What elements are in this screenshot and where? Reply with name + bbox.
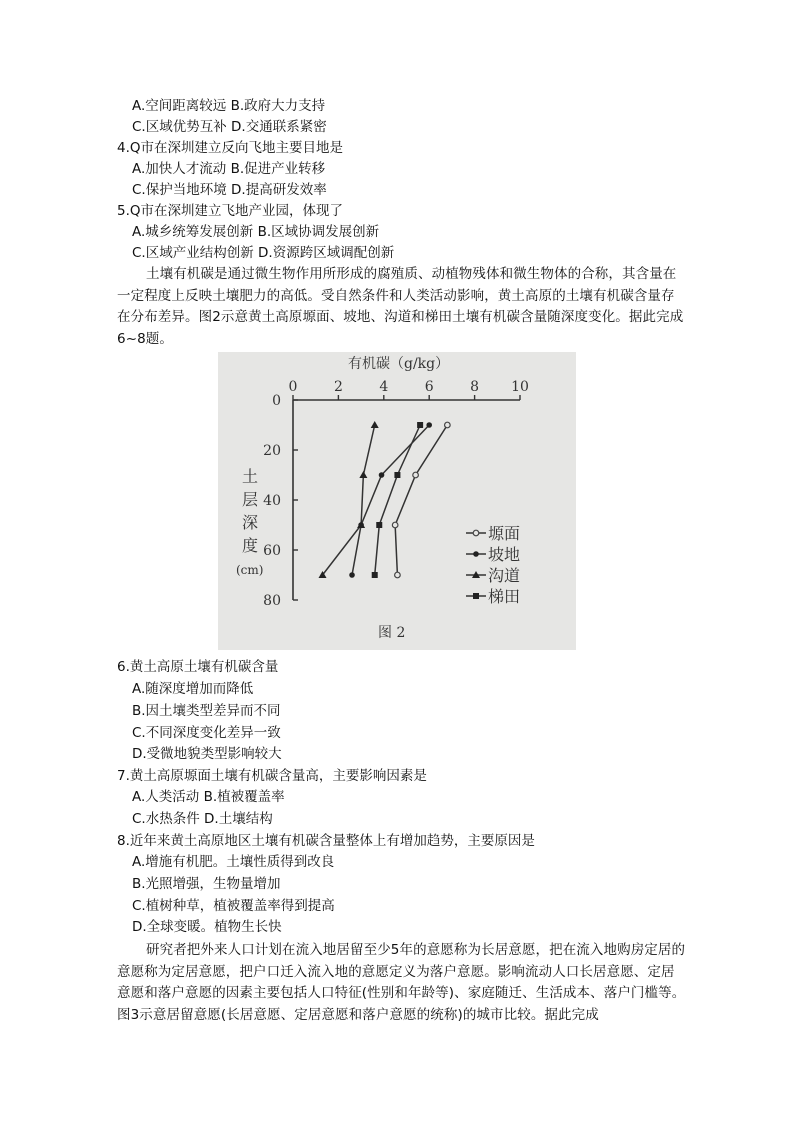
series-line [323, 425, 375, 575]
marker-open-circle [395, 572, 401, 578]
q6-option-d: D.受微地貌类型影响较大 [132, 746, 282, 762]
intro-paragraph-residence-intention: 研究者把外来人口计划在流入地居留至少5年的意愿称为长居意愿，把在流入地购房定居的意愿称为定居意愿，把户口迁入流入地的意愿定义为落户意愿。影响流动人口长居意愿、定居意愿和落户意愿的因素主要包括人口特征(性别和年龄等)、家庭随迁、生活成本、落户门槛等。图3示意居留意愿(长居意愿、定居意愿和落户意愿的统称)的城市比较。据此完成 [117, 942, 686, 1023]
legend-item [466, 545, 520, 564]
y-tick-label: 60 [263, 543, 281, 559]
x-tick-label: 8 [470, 379, 480, 395]
q7-stem: 7.黄土高原塬面土壤有机碳含量高，主要影响因素是 [117, 768, 427, 784]
q6-option-a: A.随深度增加而降低 [132, 681, 254, 697]
y-axis-label: 土 [242, 467, 259, 486]
legend-label: 梯田 [488, 587, 521, 606]
marker-dot [349, 572, 355, 578]
q6-option-b: B.因土壤类型差异而不同 [132, 703, 281, 719]
marker-open-circle [445, 422, 451, 428]
legend-label: 塬面 [488, 524, 521, 543]
q7-option-cd: C.水热条件 D.土壤结构 [132, 811, 273, 827]
marker-dot [379, 472, 385, 478]
figure-2-chart [218, 352, 576, 650]
marker-square [473, 593, 479, 599]
marker-square [372, 572, 378, 578]
marker-open-circle [392, 522, 398, 528]
x-tick-label: 10 [511, 379, 529, 395]
marker-dot [426, 422, 432, 428]
q8-option-b: B.光照增强，生物量增加 [132, 876, 281, 892]
marker-square [394, 472, 400, 478]
marker-square [417, 422, 423, 428]
figure-caption: 图 2 [378, 625, 406, 641]
legend-item [466, 566, 520, 585]
q3-option-cd: C.区域优势互补 D.交通联系紧密 [132, 119, 327, 135]
y-tick-label: 0 [272, 393, 281, 409]
chart-title: 有机碳（g/kg） [348, 356, 450, 372]
q5-option-ab: A.城乡统筹发展创新 B.区域协调发展创新 [132, 224, 380, 240]
marker-open-circle [473, 530, 479, 536]
y-axis-label: 度 [242, 536, 259, 555]
series-line [375, 425, 420, 575]
legend-label: 沟道 [488, 566, 521, 585]
q6-stem: 6.黄土高原土壤有机碳含量 [117, 659, 279, 675]
marker-dot [473, 551, 479, 557]
x-tick-label: 6 [424, 379, 434, 395]
x-tick-label: 2 [333, 379, 343, 395]
q8-option-c: C.植树种草，植被覆盖率得到提高 [132, 898, 335, 914]
y-axis-label: 深 [242, 513, 259, 532]
y-axis-label: 层 [242, 490, 259, 509]
q6-option-c: C.不同深度变化差异一致 [132, 725, 281, 741]
q4-stem: 4.Q市在深圳建立反向飞地主要目地是 [117, 140, 344, 156]
y-axis-label: (cm) [236, 563, 264, 577]
x-tick-label: 0 [288, 379, 298, 395]
q3-option-ab: A.空间距离较远 B.政府大力支持 [132, 98, 326, 114]
q8-stem: 8.近年来黄土高原地区土壤有机碳含量整体上有增加趋势，主要原因是 [117, 833, 535, 849]
y-tick-label: 20 [263, 443, 281, 459]
x-tick-label: 4 [379, 379, 389, 395]
series-line [352, 425, 429, 575]
q4-option-cd: C.保护当地环境 D.提高研发效率 [132, 182, 327, 198]
marker-square [376, 522, 382, 528]
q7-option-ab: A.人类活动 B.植被覆盖率 [132, 789, 285, 805]
series-open-circle [392, 422, 450, 578]
marker-open-circle [413, 472, 419, 478]
legend-item [466, 587, 520, 606]
q8-option-a: A.增施有机肥。土壤性质得到改良 [132, 854, 335, 870]
legend-label: 坡地 [488, 545, 521, 564]
chart-svg [218, 352, 576, 650]
y-tick-label: 80 [263, 593, 281, 609]
marker-triangle [359, 471, 367, 478]
series-triangle [319, 421, 379, 578]
marker-triangle [371, 421, 379, 428]
marker-triangle [357, 521, 365, 528]
q8-option-d: D.全球变暖。植物生长快 [132, 919, 282, 935]
q4-option-ab: A.加快人才流动 B.促进产业转移 [132, 161, 326, 177]
intro-paragraph-soil-carbon: 土壤有机碳是通过微生物作用所形成的腐殖质、动植物残体和微生物体的合称，其含量在一定程度上反映土壤肥力的高低。受自然条件和人类活动影响，黄土高原的土壤有机碳含量存在分布差异。图2示意黄土高原塬面、坡地、沟道和梯田土壤有机碳含量随深度变化。据此完成6~8题。 [117, 266, 684, 347]
series-line [395, 425, 447, 575]
series-square [372, 422, 423, 578]
q5-option-cd: C.区域产业结构创新 D.资源跨区域调配创新 [132, 245, 395, 261]
y-tick-label: 40 [263, 493, 281, 509]
q5-stem: 5.Q市在深圳建立飞地产业园，体现了 [117, 203, 344, 219]
legend-item [466, 524, 520, 543]
